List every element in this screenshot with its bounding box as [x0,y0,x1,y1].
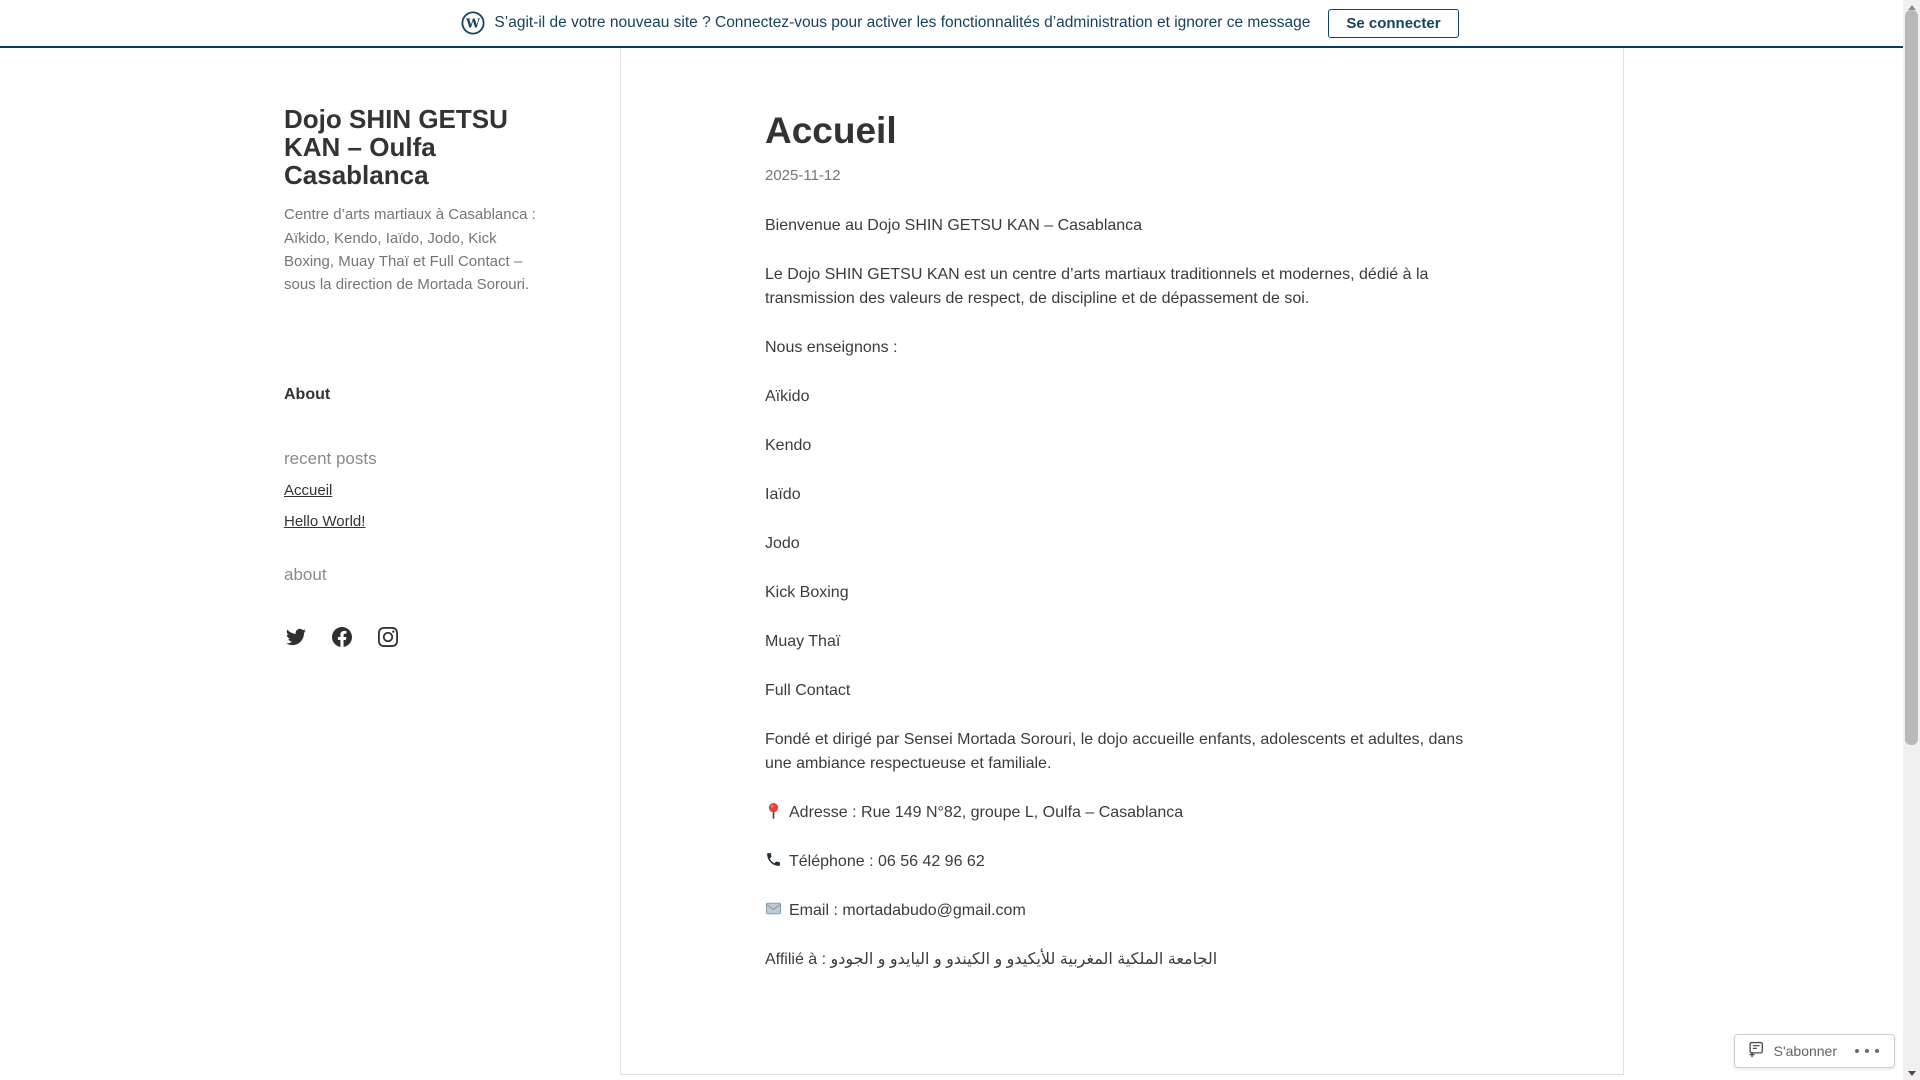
paragraph-text: Jodo [765,534,800,552]
social-link[interactable] [286,627,306,647]
post-paragraph [765,630,1467,654]
reader-follow-icon [1747,1040,1765,1063]
post-paragraph [765,899,1467,923]
paragraph-text: Email : mortadabudo@gmail.com [789,901,1026,919]
post-paragraph [765,483,1467,507]
sidebar-nav-about[interactable]: About [284,386,331,403]
recent-post-link[interactable]: Accueil [284,482,333,499]
social-link[interactable] [378,627,398,647]
subscribe-widget[interactable] [1734,1034,1895,1068]
scrollbar-thumb[interactable] [1905,10,1918,745]
site-header [284,106,544,296]
scrollbar-down-arrow[interactable] [1908,1071,1916,1076]
paragraph-text: Fondé et dirigé par Sensei Mortada Sorouri, le dojo accueille enfants, adolescents et adultes, dans une ambiance respectueuse et familiale. [765,730,1464,772]
recent-posts-widget [284,449,524,541]
post-paragraph [765,336,1467,360]
banner-message: S’agit-il de votre nouveau site ? Connectez-vous pour activer les fonctionnalités d’administration et ignorer ce message [494,14,1311,31]
twitter-icon [286,627,306,647]
admin-banner [0,0,1920,48]
post-paragraph [765,948,1467,972]
subscribe-label: S'abonner [1773,1043,1837,1059]
paragraph-text: Iaïdo [765,485,801,503]
paragraph-text: Téléphone : 06 56 42 96 62 [789,852,985,870]
svg-text:W: W [466,15,481,31]
scrollbar-track[interactable] [1903,0,1920,1080]
facebook-icon [332,627,352,647]
paragraph-text: Full Contact [765,681,851,699]
login-button[interactable]: Se connecter [1328,9,1458,38]
post-paragraph [765,728,1467,776]
post-paragraph [765,850,1467,874]
recent-posts-title: recent posts [284,449,377,468]
paragraph-text: Kendo [765,436,812,454]
paragraph-text: Adresse : Rue 149 N°82, groupe L, Oulfa – Casablanca [789,803,1184,821]
post-paragraph [765,434,1467,458]
paragraph-text: Kick Boxing [765,583,849,601]
paragraph-text: Affilié à : الجامعة الملكية المغربية للأيكيدو و الكيندو و اليايدو و الجودو [765,950,1218,968]
phone-icon [765,851,782,868]
about-widget [284,565,327,585]
post-paragraph [765,581,1467,605]
social-links [286,627,398,647]
wordpress-logo-icon [461,11,485,35]
post-date: 2025-11-12 [765,166,841,184]
post-paragraph [765,679,1467,703]
paragraph-text: Aïkido [765,387,810,405]
recent-post-link[interactable]: Hello World! [284,512,366,530]
post-article [765,111,1467,972]
content-card [620,48,1624,1075]
social-link[interactable] [332,627,352,647]
post-body [765,214,1467,972]
post-paragraph [765,385,1467,409]
post-title: Accueil [765,110,897,151]
site-title-link[interactable]: Dojo SHIN GETSU KAN – Oulfa Casablanca [284,104,508,190]
paragraph-text: Muay Thaï [765,632,841,650]
instagram-icon [378,627,398,647]
post-paragraph [765,263,1467,311]
post-paragraph [765,214,1467,238]
post-paragraph [765,801,1467,825]
post-paragraph [765,532,1467,556]
recent-posts-list [284,480,524,533]
location-pin-icon [765,802,782,819]
about-widget-title: about [284,565,327,584]
paragraph-text: Le Dojo SHIN GETSU KAN est un centre d’arts martiaux traditionnels et modernes, dédié à la transmission des valeurs de respect, de discipline et de dépassement de soi. [765,265,1429,307]
more-options-button[interactable] [1854,1048,1882,1054]
email-icon [765,900,782,917]
paragraph-text: Nous enseignons : [765,338,898,356]
paragraph-text: Bienvenue au Dojo SHIN GETSU KAN – Casablanca [765,216,1143,234]
site-tagline: Centre d’arts martiaux à Casablanca : Aïkido, Kendo, Iaïdo, Jodo, Kick Boxing, Muay Thaï et Full Contact – sous la direction de Mortada Sorouri. [284,206,536,294]
